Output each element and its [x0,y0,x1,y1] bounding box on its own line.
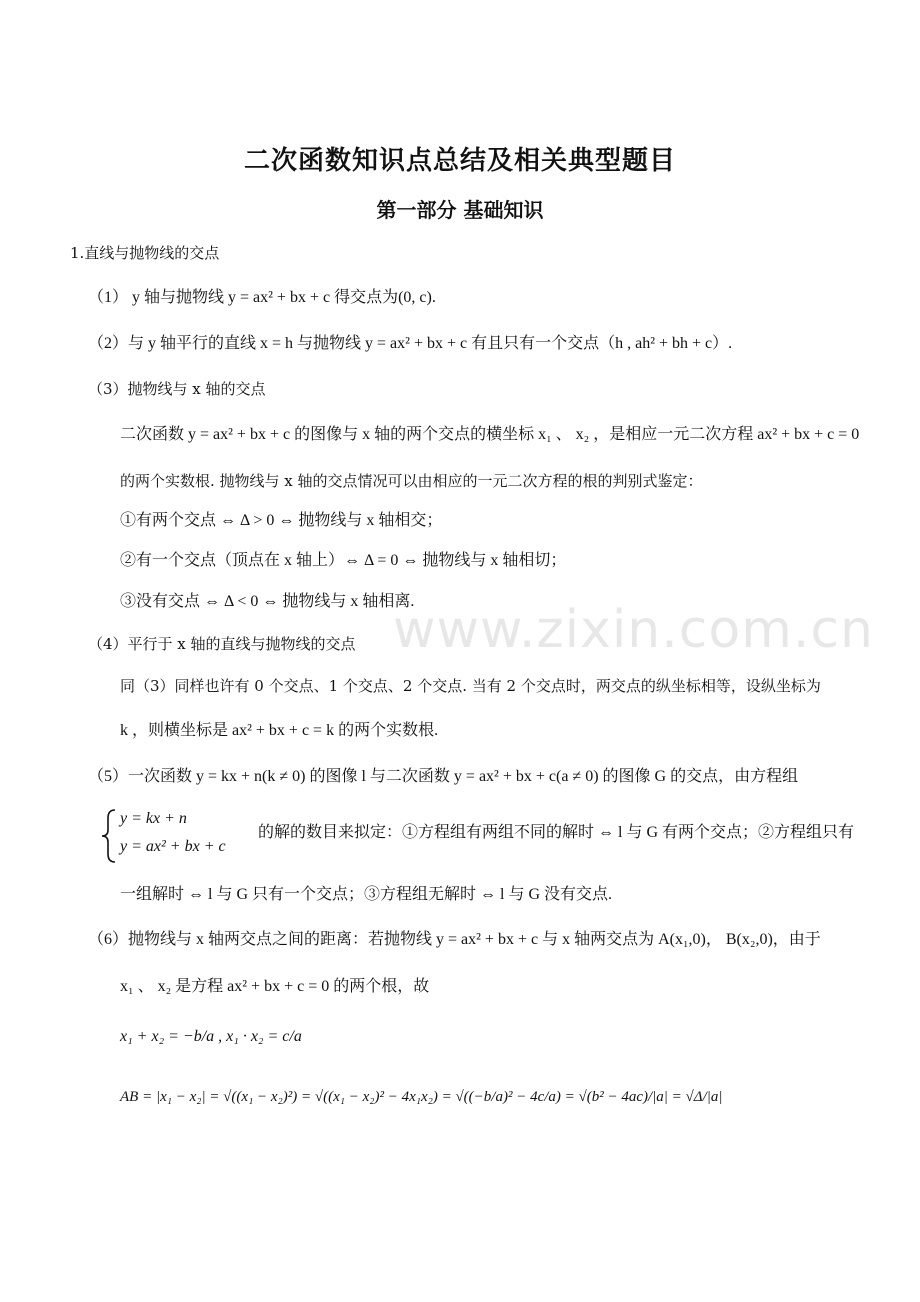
paragraph-4: （4）平行于 x 轴的直线与抛物线的交点 [88,635,356,653]
system-equation-1: y = kx + n [120,810,187,827]
paragraph-3d: ②有一个交点（顶点在 x 轴上）⇔ Δ = 0 ⇔ 抛物线与 x 轴相切； [120,552,567,569]
paragraph-5a: 的解的数目来拟定：①方程组有两组不同的解时 ⇔ l 与 G 有两个交点；②方程组只有 [258,824,855,841]
watermark: www.zixin.com.cn [393,600,874,660]
section-heading: 第一部分 基础知识 [376,198,544,222]
paragraph-3c: ①有两个交点 ⇔ Δ > 0 ⇔ 抛物线与 x 轴相交； [120,512,443,529]
paragraph-4b: k ，则横坐标是 ax² + bx + c = k 的两个实数根. [120,722,439,739]
paragraph-5b: 一组解时 ⇔ l 与 G 只有一个交点；③方程组无解时 ⇔ l 与 G 没有交点. [120,886,613,903]
paragraph-4a: 同（3）同样也许有 0 个交点、1 个交点、2 个交点. 当有 2 个交点时，两交点的纵坐标相等，设纵坐标为 [120,677,821,695]
topic-heading: 1.直线与抛物线的交点 [70,244,220,262]
paragraph-3e: ③没有交点 ⇔ Δ < 0 ⇔ 抛物线与 x 轴相离. [120,593,415,610]
paragraph-1: （1） y 轴与抛物线 y = ax² + bx + c 得交点为(0, c). [88,289,436,306]
left-brace-icon [100,808,118,864]
paragraph-3: （3）抛物线与 x 轴的交点 [88,380,266,398]
paragraph-5: （5）一次函数 y = kx + n(k ≠ 0) 的图像 l 与二次函数 y = ax² + bx + c(a ≠ 0) 的图像 G 的交点，由方程组 [88,768,799,785]
document-title: 二次函数知识点总结及相关典型题目 [243,146,676,176]
formula-vieta: x₁ + x₂ = −b/a , x₁ · x₂ = c/a [120,1028,302,1045]
system-equation-2: y = ax² + bx + c [120,838,226,855]
equation-system [100,808,250,868]
paragraph-6a: x₁ 、 x₂ 是方程 ax² + bx + c = 0 的两个根，故 [120,978,430,995]
paragraph-2: （2）与 y 轴平行的直线 x = h 与抛物线 y = ax² + bx + c 有且只有一个交点（h , ah² + bh + c）. [88,335,733,352]
paragraph-3b: 的两个实数根. 抛物线与 x 轴的交点情况可以由相应的一元二次方程的根的判别式鉴定： [120,472,703,490]
paragraph-3a: 二次函数 y = ax² + bx + c 的图像与 x 轴的两个交点的横坐标 x₁ 、 x₂ ，是相应一元二次方程 ax² + bx + c = 0 [120,426,860,443]
paragraph-6: （6）抛物线与 x 轴两交点之间的距离：若抛物线 y = ax² + bx + c 与 x 轴两交点为 A(x₁,0)， B(x₂,0)，由于 [88,931,821,948]
formula-distance: AB = |x₁ − x₂| = √((x₁ − x₂)²) = √((x₁ − x₂)² − 4x₁x₂) = √((−b/a)² − 4c/a) = √(b² − 4ac)/|a| = √Δ/|a| [120,1089,723,1105]
